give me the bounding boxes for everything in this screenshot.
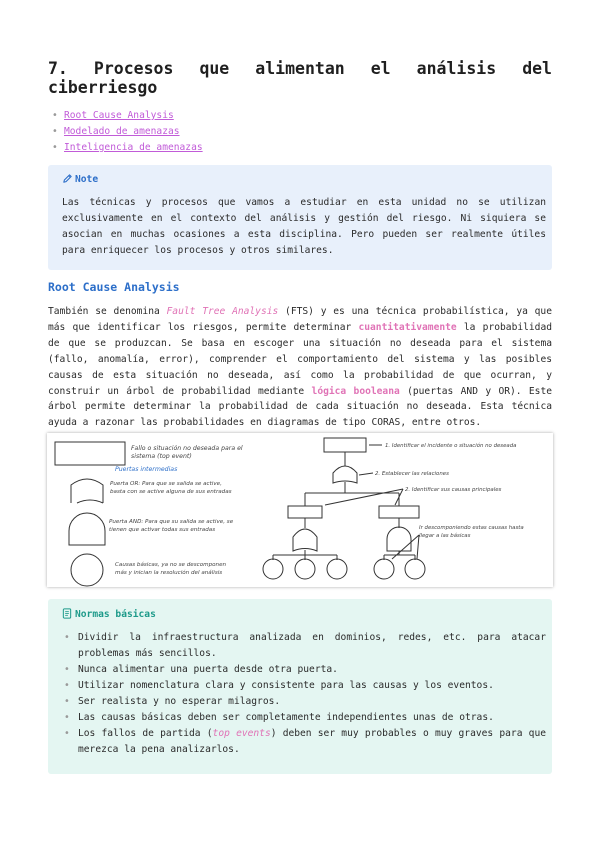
- step-1-text: 1. Identificar el incidente o situación no deseada: [385, 443, 517, 449]
- term-cuantitativamente: cuantitativamente: [358, 321, 457, 333]
- annotation-arrow: [325, 489, 403, 505]
- legend-rect-text: Fallo o situación no deseada para el: [131, 445, 243, 452]
- rule-item: • Utilizar nomenclatura clara y consistente para las causas y los eventos.: [64, 680, 494, 691]
- legend-or-text: basta con se active alguna de sus entradas: [110, 489, 232, 495]
- pencil-icon: [62, 173, 73, 184]
- step-4-text: Ir descomponiendo estas causas hasta: [419, 525, 524, 531]
- basic-cause-circle: [327, 559, 347, 579]
- rule-text: Dividir la infraestructura analizada en dominios, redes, etc. para atacar problemas más sencillos.: [78, 632, 546, 659]
- step-3-text: 2. Identificar sus causas principales: [405, 487, 502, 493]
- legend-or-gate-base: [77, 500, 103, 503]
- rule-text: Utilizar nomenclatura clara y consistente para las causas y los eventos.: [78, 680, 494, 691]
- toc-item: • Root Cause Analysis: [52, 110, 174, 121]
- rule-text: Los fallos de partida (: [78, 728, 213, 739]
- note-label: Note: [75, 174, 99, 185]
- toc-item: • Modelado de amenazas: [52, 126, 180, 137]
- body-paragraph: [48, 304, 552, 431]
- para-text-2: (FTS) y es una técnica probabilística, ya que más que identificar los riesgos, permite determinar: [48, 306, 552, 333]
- legend-and-text: tienen que activar todas sus entradas: [109, 527, 216, 533]
- para-text-3: la probabilidad de que se produzcan. Se basa en escoger una situación no deseada para el sistema (fallo, anomalía, error), comprender el comportamiento del sistema y las posibles causas de esta situación no deseada, así como la probabilidad de que ocurran, y construir un árbol de probabilidad mediante: [48, 321, 552, 397]
- right-and-gate: [387, 527, 411, 551]
- legend-rect-shape: [55, 442, 125, 465]
- basic-cause-circle: [263, 559, 283, 579]
- legend-or-text: Puerta OR: Para que se salida se active,: [110, 481, 222, 487]
- step-2-text: 2. Establecer las relaciones: [375, 471, 449, 477]
- left-or-gate: [293, 529, 317, 551]
- note-callout: [48, 165, 552, 270]
- rule-item: • Dividir la infraestructura analizada en dominios, redes, etc. para atacar problemas más sencillos.: [64, 632, 546, 659]
- rule-text: Ser realista y no esperar milagros.: [78, 696, 281, 707]
- toc-link-root-cause[interactable]: Root Cause Analysis: [64, 110, 174, 121]
- rule-text: Las causas básicas deben ser completamente independientes unas de otras.: [78, 712, 494, 723]
- note-text: Las técnicas y procesos que vamos a estudiar en esta unidad no se utilizan exclusivamente en el contexto del análisis y gestión del riesgo. Ni siquiera se asocian en muchas ocasiones a esta disciplina. Pero pueden ser realmente útiles para enriquecer los procesos y otros similares.: [62, 197, 546, 256]
- rules-label: Normas básicas: [75, 609, 156, 620]
- legend-basic-text: más y inician la resolución del análisis: [115, 570, 223, 576]
- toc-item: • Inteligencia de amenazas: [52, 142, 203, 153]
- rules-callout: [48, 599, 552, 774]
- page-title: 7. Procesos que alimentan el análisis del ciberriesgo: [48, 59, 552, 97]
- rule-item: • Los fallos de partida (top events) deben ser muy probables o muy graves para que merezca la pena analizarlos.: [64, 728, 546, 755]
- rule-text: Nunca alimentar una puerta desde otra puerta.: [78, 664, 338, 675]
- legend-basic-circle: [71, 554, 103, 586]
- toc-link-inteligencia[interactable]: Inteligencia de amenazas: [64, 142, 203, 153]
- top-or-gate: [333, 466, 357, 483]
- para-text-4: (puertas AND y OR). Este árbol permite determinar la probabilidad de cada situación no deseada. Esta técnica ayuda a razonar las probabilidades en diagramas de tipo CORAS, entre otros.: [48, 385, 552, 429]
- rules-list: [64, 630, 546, 758]
- cause-rect-left: [288, 506, 322, 518]
- table-of-contents: [52, 108, 203, 156]
- term-top-events: top events: [212, 728, 271, 739]
- fault-tree-diagram: [47, 433, 553, 587]
- basic-cause-circle: [295, 559, 315, 579]
- rules-title: [62, 608, 156, 620]
- note-title: [62, 173, 98, 185]
- annotation-arrow: [359, 473, 373, 475]
- document-icon: [62, 608, 72, 619]
- rule-text: ) deben ser muy probables o muy graves para que merezca la pena analizarlos.: [78, 728, 546, 755]
- basic-cause-circle: [405, 559, 425, 579]
- fault-tree-svg: [47, 433, 553, 587]
- rule-item: • Ser realista y no esperar milagros.: [64, 696, 281, 707]
- para-text-1: También se denomina: [48, 306, 167, 317]
- toc-link-modelado[interactable]: Modelado de amenazas: [64, 126, 180, 137]
- legend-basic-text: Causas básicas, ya no se descomponen: [115, 562, 227, 568]
- legend-or-gate-shape: [71, 479, 103, 503]
- basic-cause-circle: [374, 559, 394, 579]
- legend-rect-text: sistema (top event): [131, 453, 192, 460]
- term-logica-booleana: lógica booleana: [311, 385, 400, 397]
- cause-rect-right: [379, 506, 419, 518]
- legend-and-text: Puerta AND: Para que su salida se active, se: [109, 519, 234, 525]
- top-event-rect: [324, 438, 366, 452]
- legend-and-gate-shape: [69, 513, 105, 545]
- section-title: Root Cause Analysis: [48, 280, 180, 294]
- rule-item: • Las causas básicas deben ser completamente independientes unas de otras.: [64, 712, 494, 723]
- legend-intermediate-title: Puertas intermedias: [115, 466, 178, 473]
- rule-item: • Nunca alimentar una puerta desde otra puerta.: [64, 664, 338, 675]
- step-4-text: llegar a las básicas: [419, 533, 471, 539]
- term-fault-tree: Fault Tree Analysis: [166, 306, 279, 317]
